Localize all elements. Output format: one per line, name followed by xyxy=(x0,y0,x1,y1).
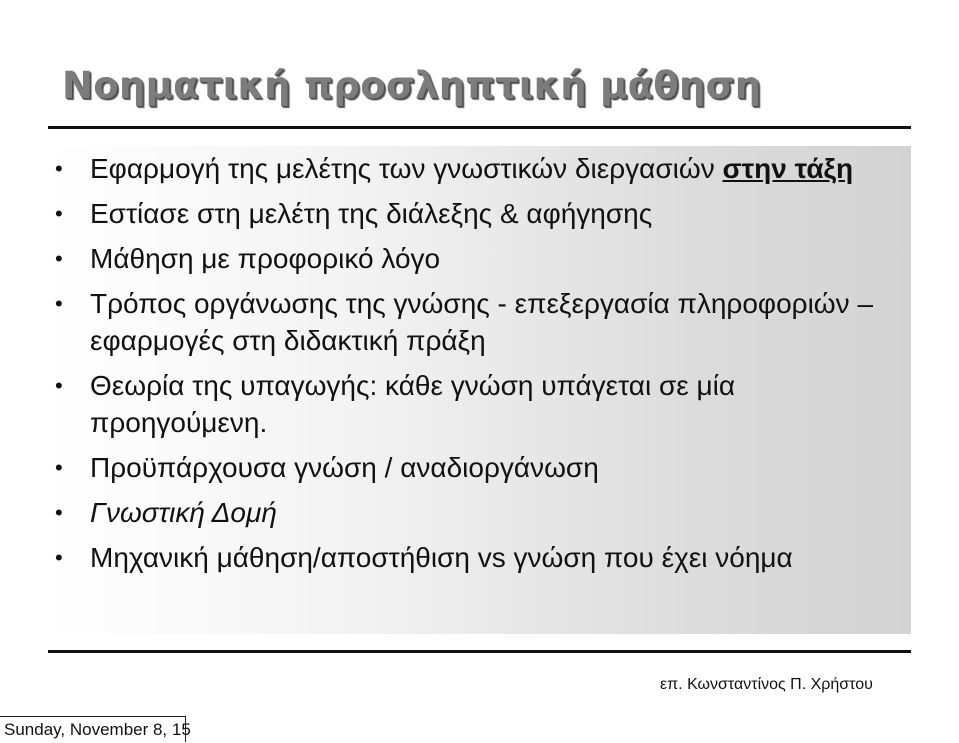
bullet-item-2 xyxy=(48,195,911,232)
slide-title: Νοηματική προσληπτική μάθηση xyxy=(62,64,762,107)
bullet-item-4 xyxy=(48,285,911,359)
bullet-icon: • xyxy=(55,500,63,525)
bullet-icon: • xyxy=(55,455,63,480)
bullet-icon: • xyxy=(55,373,63,398)
link-in-class[interactable]: στην τάξη xyxy=(722,153,854,184)
bullet-text: Τρόπος οργάνωσης της γνώσης - επεξεργασία πληροφοριών – εφαρμογές στη διδακτική πράξη xyxy=(90,288,874,356)
bullet-item-6 xyxy=(48,449,911,486)
bullet-item-5 xyxy=(48,367,911,441)
date-label: Sunday, November 8, 15 xyxy=(0,716,186,742)
bottom-divider xyxy=(48,650,911,653)
bullet-icon: • xyxy=(55,156,63,181)
bullet-text: Θεωρία της υπαγωγής: κάθε γνώση υπάγεται σε μία προηγούμενη. xyxy=(90,370,736,438)
bullet-text: Μάθηση με προφορικό λόγο xyxy=(90,243,441,274)
content-panel xyxy=(48,146,911,634)
bullet-item-7 xyxy=(48,494,911,531)
bullet-icon: • xyxy=(55,291,63,316)
bullet-icon: • xyxy=(55,545,63,570)
bullet-text: Εφαρμογή της μελέτης των γνωστικών διεργασιών xyxy=(90,153,723,184)
bullet-text: Μηχανική μάθηση/αποστήθιση vs γνώση που έχει νόημα xyxy=(90,542,793,573)
bullet-text: Γνωστική Δομή xyxy=(90,497,277,528)
bullet-list xyxy=(48,150,911,584)
author-credit: επ. Κωνσταντίνος Π. Χρήστου xyxy=(660,676,873,693)
bullet-item-8 xyxy=(48,539,911,576)
bullet-icon: • xyxy=(55,201,63,226)
bullet-item-1 xyxy=(48,150,911,187)
bullet-text: Προϋπάρχουσα γνώση / αναδιοργάνωση xyxy=(90,452,599,483)
top-divider xyxy=(48,126,911,129)
bullet-icon: • xyxy=(55,246,63,271)
bullet-item-3 xyxy=(48,240,911,277)
bullet-text: Εστίασε στη μελέτη της διάλεξης & αφήγησης xyxy=(90,198,653,229)
